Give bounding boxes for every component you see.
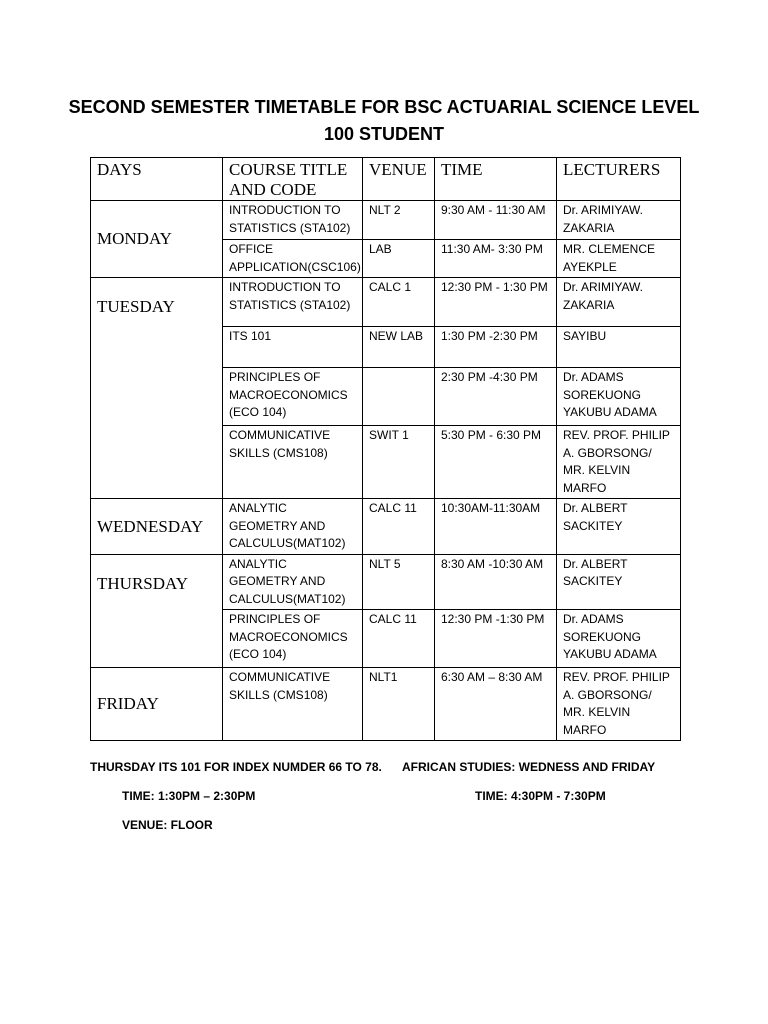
lecturer-cell: Dr. ARIMIYAW. ZAKARIA: [557, 201, 681, 240]
header-lecturers: LECTURERS: [557, 158, 681, 201]
header-time: TIME: [435, 158, 557, 201]
course-cell: COMMUNICATIVE SKILLS (CMS108): [223, 426, 363, 499]
time-cell: 1:30 PM -2:30 PM: [435, 327, 557, 368]
course-cell: PRINCIPLES OF MACROECONOMICS (ECO 104): [223, 610, 363, 668]
lecturer-cell: MR. CLEMENCE AYEKPLE: [557, 240, 681, 278]
course-cell: PRINCIPLES OF MACROECONOMICS (ECO 104): [223, 368, 363, 426]
venue-cell: CALC 11: [363, 499, 435, 555]
time-cell: 2:30 PM -4:30 PM: [435, 368, 557, 426]
lecturer-cell: Dr. ADAMS SOREKUONG YAKUBU ADAMA: [557, 368, 681, 426]
course-cell: ITS 101: [223, 327, 363, 368]
time-cell: 12:30 PM -1:30 PM: [435, 610, 557, 668]
time-cell: 5:30 PM - 6:30 PM: [435, 426, 557, 499]
course-cell: ANALYTIC GEOMETRY AND CALCULUS(MAT102): [223, 554, 363, 610]
lecturer-cell: REV. PROF. PHILIP A. GBORSONG/ MR. KELVIN MARFO: [557, 426, 681, 499]
course-cell: INTRODUCTION TO STATISTICS (STA102): [223, 201, 363, 240]
time-cell: 6:30 AM – 8:30 AM: [435, 668, 557, 741]
lecturer-cell: SAYIBU: [557, 327, 681, 368]
venue-cell: LAB: [363, 240, 435, 278]
lecturer-cell: Dr. ALBERT SACKITEY: [557, 554, 681, 610]
title-line-1: SECOND SEMESTER TIMETABLE FOR BSC ACTUARIAL SCIENCE LEVEL: [68, 97, 700, 117]
course-cell: COMMUNICATIVE SKILLS (CMS108): [223, 668, 363, 741]
lecturer-cell: Dr. ADAMS SOREKUONG YAKUBU ADAMA: [557, 610, 681, 668]
time-cell: 11:30 AM- 3:30 PM: [435, 240, 557, 278]
title-line-2: 100 STUDENT: [323, 124, 445, 144]
day-label: MONDAY: [97, 229, 172, 249]
course-cell: INTRODUCTION TO STATISTICS (STA102): [223, 278, 363, 327]
time-cell: 9:30 AM - 11:30 AM: [435, 201, 557, 240]
day-label: THURSDAY: [97, 573, 189, 593]
venue-cell: NLT1: [363, 668, 435, 741]
header-days: DAYS: [91, 158, 223, 201]
day-label: FRIDAY: [97, 694, 159, 714]
venue-cell: CALC 11: [363, 610, 435, 668]
day-label: WEDNESDAY: [97, 516, 204, 536]
note-its-venue: VENUE: FLOOR: [122, 818, 213, 832]
venue-cell: CALC 1: [363, 278, 435, 327]
time-cell: 12:30 PM - 1:30 PM: [435, 278, 557, 327]
venue-cell: NEW LAB: [363, 327, 435, 368]
header-venue: VENUE: [363, 158, 435, 201]
venue-cell: SWIT 1: [363, 426, 435, 499]
venue-cell: NLT 2: [363, 201, 435, 240]
lecturer-cell: Dr. ARIMIYAW. ZAKARIA: [557, 278, 681, 327]
time-cell: 8:30 AM -10:30 AM: [435, 554, 557, 610]
note-african-studies: AFRICAN STUDIES: WEDNESS AND FRIDAY: [402, 760, 656, 774]
header-course: COURSE TITLE AND CODE: [223, 158, 363, 201]
day-label: TUESDAY: [97, 297, 175, 316]
note-african-time: TIME: 4:30PM - 7:30PM: [475, 789, 606, 803]
venue-cell: NLT 5: [363, 554, 435, 610]
course-cell: OFFICE APPLICATION(CSC106): [223, 240, 363, 278]
note-its-time: TIME: 1:30PM – 2:30PM: [122, 789, 256, 803]
lecturer-cell: Dr. ALBERT SACKITEY: [557, 499, 681, 555]
course-cell: ANALYTIC GEOMETRY AND CALCULUS(MAT102): [223, 499, 363, 555]
lecturer-cell: REV. PROF. PHILIP A. GBORSONG/ MR. KELVIN MARFO: [557, 668, 681, 741]
note-thursday-its: THURSDAY ITS 101 FOR INDEX NUMDER 66 TO 78.: [90, 760, 382, 774]
time-cell: 10:30AM-11:30AM: [435, 499, 557, 555]
